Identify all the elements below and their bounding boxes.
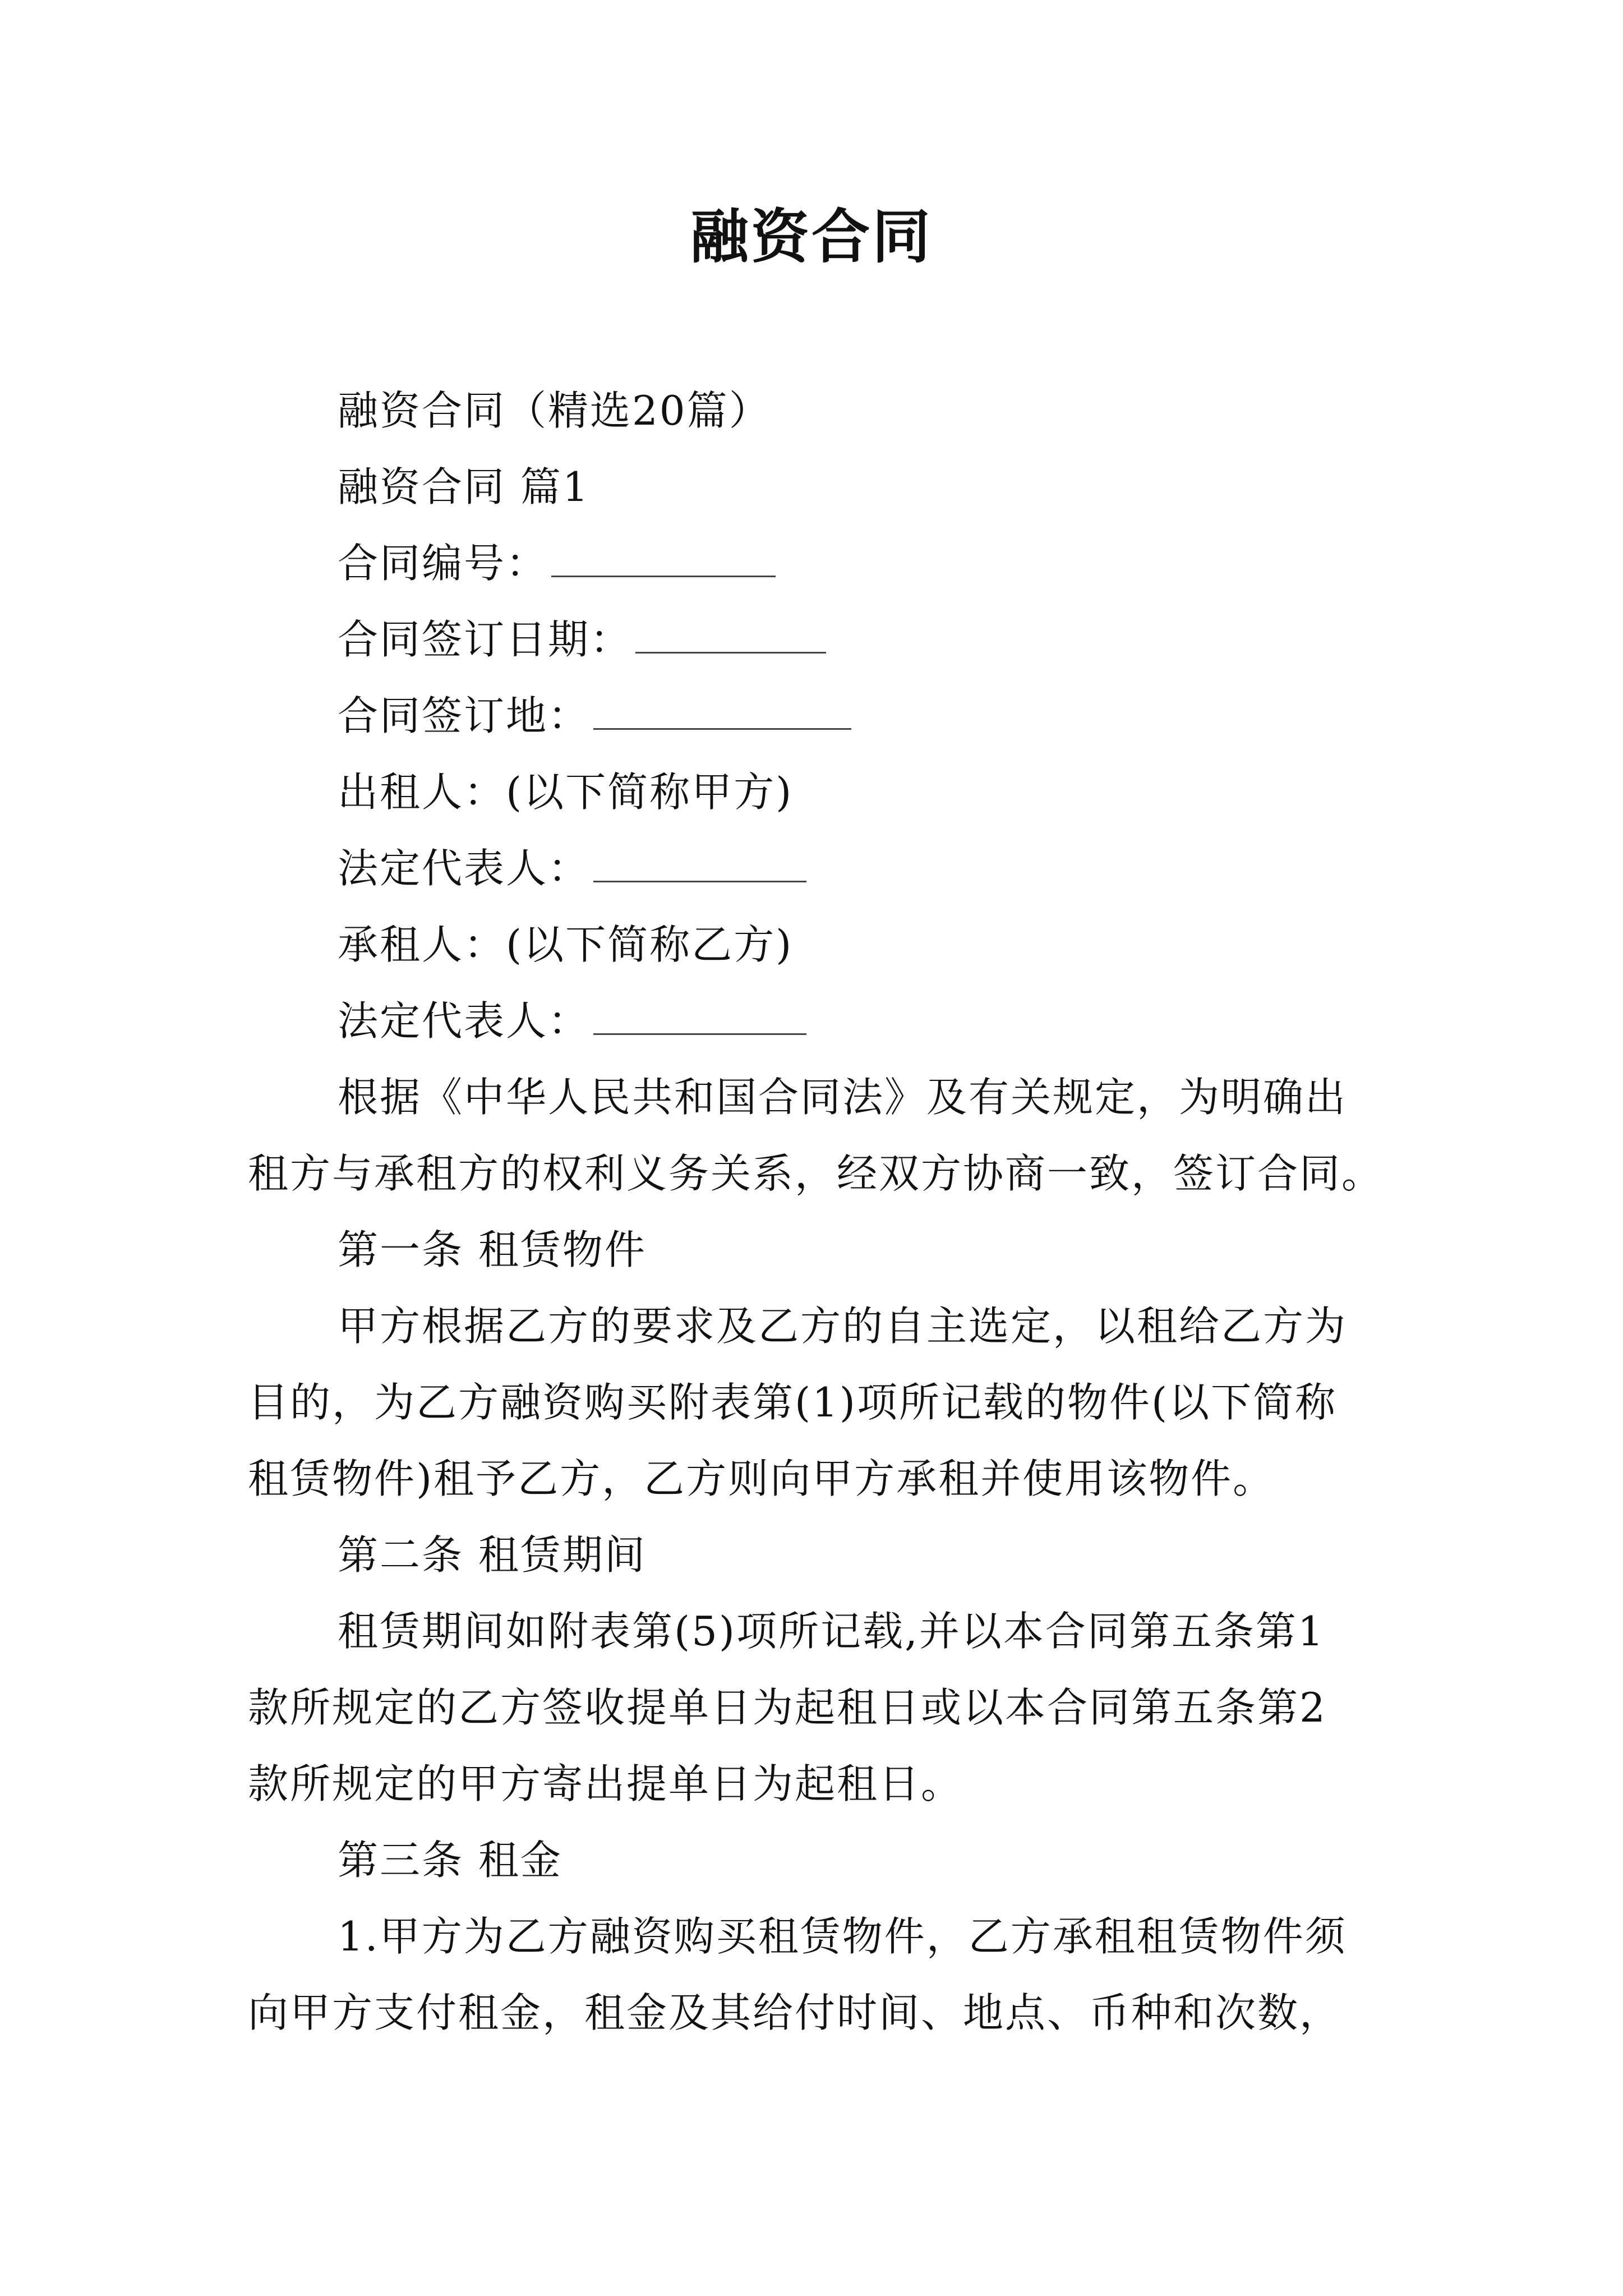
document-line bbox=[248, 1517, 1375, 1593]
line-text: 融资合同 篇1 bbox=[338, 463, 590, 510]
fill-in-blank bbox=[593, 696, 851, 730]
line-text: 承租人：(以下简称乙方) bbox=[338, 921, 794, 968]
line-text: 根据《中华人民共和国合同法》及有关规定，为明确出 bbox=[338, 1074, 1348, 1121]
document-line bbox=[248, 1212, 1375, 1288]
line-text: 甲方根据乙方的要求及乙方的自主选定，以租给乙方为 bbox=[338, 1303, 1348, 1350]
line-text: 出租人：(以下简称甲方) bbox=[338, 769, 794, 816]
line-text: 第二条 租赁期间 bbox=[338, 1531, 647, 1579]
document-line bbox=[248, 1898, 1375, 1975]
document-line bbox=[248, 754, 1375, 830]
document-line bbox=[248, 1441, 1375, 1517]
document-line bbox=[248, 525, 1375, 601]
line-text: 法定代表人： bbox=[338, 845, 591, 892]
line-text: 租赁期间如附表第(5)项所记载,并以本合同第五条第1 bbox=[338, 1608, 1325, 1655]
line-text: 融资合同（精选20篇） bbox=[338, 387, 771, 434]
document-line bbox=[248, 1135, 1384, 1212]
line-text: 法定代表人： bbox=[338, 997, 591, 1045]
document-line bbox=[248, 601, 1375, 678]
fill-in-blank bbox=[551, 543, 776, 577]
line-text: 款所规定的甲方寄出提单日为起租日。 bbox=[248, 1760, 963, 1807]
line-text: 款所规定的乙方签收提单日为起租日或以本合同第五条第2 bbox=[248, 1684, 1327, 1731]
fill-in-blank bbox=[635, 619, 826, 654]
line-text: 租方与承租方的权利义务关系，经双方协商一致，签订合同。 bbox=[248, 1150, 1384, 1197]
document-line bbox=[248, 1593, 1375, 1669]
fill-in-blank bbox=[593, 848, 806, 882]
document-line bbox=[248, 983, 1375, 1059]
document-line bbox=[248, 678, 1375, 754]
line-text: 合同编号： bbox=[338, 540, 548, 587]
document-line bbox=[248, 372, 1375, 449]
line-text: 1.甲方为乙方融资购买租赁物件，乙方承租租赁物件须 bbox=[338, 1913, 1347, 1960]
document-line bbox=[248, 1364, 1375, 1441]
document-body bbox=[248, 372, 1384, 2051]
line-text: 第一条 租赁物件 bbox=[338, 1226, 647, 1273]
document-line bbox=[248, 830, 1375, 907]
document-line bbox=[248, 907, 1375, 983]
document-line bbox=[248, 1746, 1375, 1822]
fill-in-blank bbox=[593, 1001, 806, 1035]
document-line bbox=[248, 1975, 1375, 2051]
line-text: 租赁物件)租予乙方，乙方则向甲方承租并使用该物件。 bbox=[248, 1455, 1275, 1502]
document-line bbox=[248, 1669, 1375, 1746]
line-text: 向甲方支付租金，租金及其给付时间、地点、币种和次数， bbox=[248, 1989, 1342, 2036]
line-text: 第三条 租金 bbox=[338, 1837, 562, 1884]
document-line bbox=[248, 1822, 1375, 1898]
line-text: 合同签订日期： bbox=[338, 616, 633, 663]
line-text: 目的，为乙方融资购买附表第(1)项所记载的物件(以下简称 bbox=[248, 1379, 1338, 1426]
line-text: 合同签订地： bbox=[338, 692, 591, 739]
document-title: 融资合同 bbox=[690, 202, 933, 271]
document-line bbox=[248, 449, 1375, 525]
document-line bbox=[248, 1288, 1375, 1364]
document-line bbox=[248, 1059, 1375, 1135]
